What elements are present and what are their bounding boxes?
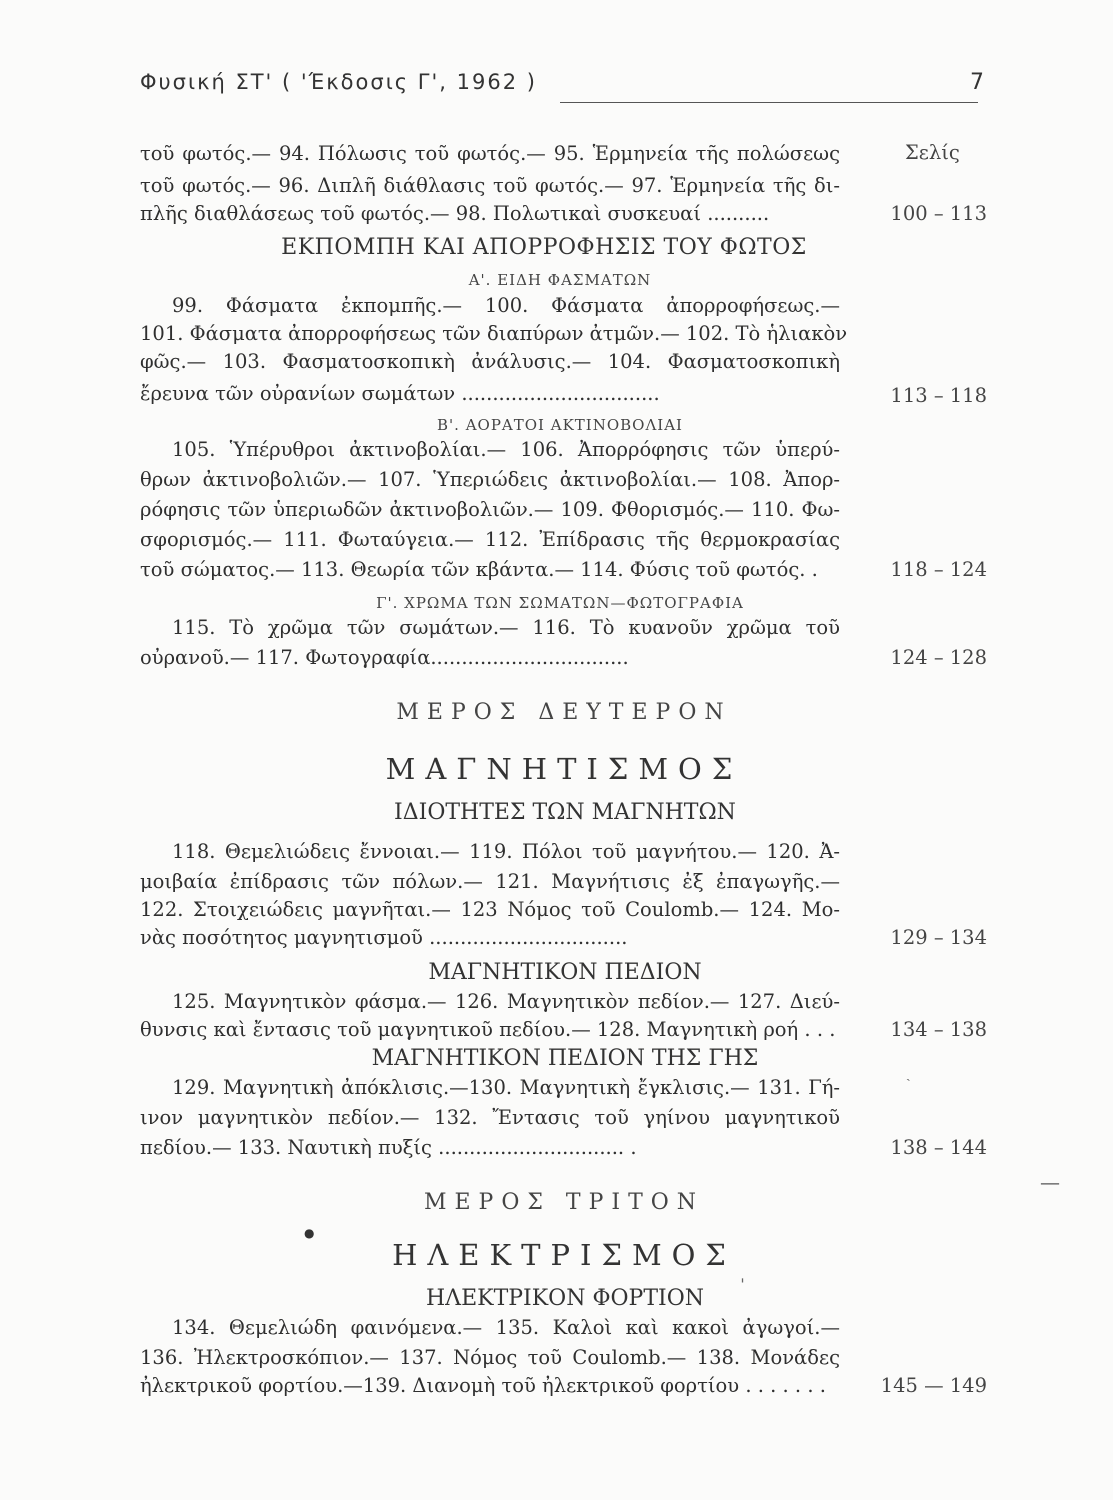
section-heading: ΜΑΓΝΗΤΙΚΟΝ ΠΕΔΙΟΝ ΤΗΣ ΓΗΣ [371,1046,759,1071]
toc-line: οὐρανοῦ.— 117. Φωτογραφία................................ [140,646,629,669]
toc-line: 115. Τὸ χρῶμα τῶν σωμάτων.— 116. Τὸ κυανοῦν χρῶμα τοῦ [172,616,840,639]
toc-line: σφορισμός.— 111. Φωταύγεια.— 112. Ἐπίδρασις τῆς θερμοκρασίας [140,528,840,551]
toc-line: 136. Ἠλεκτροσκόπιον.— 137. Νόμος τοῦ Coulomb.— 138. Μονάδες [140,1346,840,1369]
toc-line: 105. Ὑπέρυθροι ἀκτινοβολίαι.— 106. Ἀπορρόφησις τῶν ὑπερύ- [172,438,840,461]
toc-line: νὰς ποσότητος μαγνητισμοῦ ................................ [140,926,628,949]
section-heading: ΗΛΕΚΤΡΙΚΟΝ ΦΟΡΤΙΟΝ [426,1286,704,1311]
toc-line: ἠλεκτρικοῦ φορτίου.—139. Διανομὴ τοῦ ἠλεκτρικοῦ φορτίου . . . . . . . [140,1374,826,1397]
toc-line: ρόφησις τῶν ὑπεριωδῶν ἀκτινοβολιῶν.— 109. Φθορισμός.— 110. Φω- [140,498,840,521]
toc-line: μοιβαία ἐπίδρασις τῶν πόλων.— 121. Μαγνήτισις ἐξ ἐπαγωγῆς.— [140,870,840,893]
stray-mark: — [1040,1170,1060,1194]
subsection-heading: Γ'. ΧΡΩΜΑ ΤΩΝ ΣΩΜΑΤΩΝ—ΦΩΤΟΓΡΑΦΙΑ [376,594,744,612]
toc-line: τοῦ φωτός.— 96. Διπλῆ διάθλασις τοῦ φωτός.— 97. Ἑρμηνεία τῆς δι- [140,174,840,197]
toc-line: 118. Θεμελιώδεις ἔννοιαι.— 119. Πόλοι τοῦ μαγνήτου.— 120. Ἀ- [172,840,840,863]
toc-line: 122. Στοιχειώδεις μαγνῆται.— 123 Νόμος τοῦ Coulomb.— 124. Μο- [140,898,840,921]
running-header-title: Φυσική ΣΤ' ( 'Έκδοσις Γ', 1962 ) [140,70,537,94]
page-range: 129 – 134 [890,926,987,949]
part-title: ΗΛΕΚΤΡΙΣΜΟΣ [392,1238,736,1272]
toc-line: φῶς.— 103. Φασματοσκοπικὴ ἀνάλυσις.— 104. Φασματοσκοπικὴ [140,350,840,373]
page-range: 134 – 138 [890,1018,987,1041]
page-range: 100 – 113 [890,202,987,225]
stray-mark: ˎ [906,1066,911,1082]
page-range: 138 – 144 [890,1136,987,1159]
toc-line: πεδίου.— 133. Ναυτικὴ πυξίς .............................. . [140,1136,637,1159]
toc-line: 134. Θεμελιώδη φαινόμενα.— 135. Καλοὶ καὶ κακοὶ ἀγωγοί.— [172,1316,840,1339]
section-heading: ΕΚΠΟΜΠΗ ΚΑΙ ΑΠΟΡΡΟΦΗΣΙΣ ΤΟΥ ΦΩΤΟΣ [281,235,807,260]
page-number: 7 [970,70,984,95]
pages-column-heading: Σελίς [905,141,960,164]
toc-line: ινον μαγνητικὸν πεδίον.— 132. Ἔντασις τοῦ γηίνου μαγνητικοῦ [140,1106,840,1129]
stray-mark: ˈ [740,1276,745,1297]
page-range: 124 – 128 [890,646,987,669]
part-label: ΜΕΡΟΣ ΔΕΥΤΕΡΟΝ [396,700,732,725]
header-rule [560,102,978,103]
toc-line: τοῦ φωτός.— 94. Πόλωσις τοῦ φωτός.— 95. Ἑρμηνεία τῆς πολώσεως [140,142,840,165]
part-title: ΜΑΓΝΗΤΙΣΜΟΣ [385,752,743,786]
page-range: 113 – 118 [890,384,987,407]
subsection-heading: Β'. ΑΟΡΑΤΟΙ ΑΚΤΙΝΟΒΟΛΙΑΙ [437,416,683,434]
toc-line: 99. Φάσματα ἐκπομπῆς.— 100. Φάσματα ἀπορροφήσεως.— [172,294,840,317]
toc-line: 101. Φάσματα ἀπορροφήσεως τῶν διαπύρων ἀτμῶν.— 102. Τὸ ἡλιακὸν [140,322,848,345]
section-heading: ΙΔΙΟΤΗΤΕΣ ΤΩΝ ΜΑΓΝΗΤΩΝ [394,800,736,825]
bullet-mark: ● [304,1226,315,1240]
toc-line: τοῦ σώματος.— 113. Θεωρία τῶν κβάντα.— 114. Φύσις τοῦ φωτός. . [140,558,818,581]
section-heading: ΜΑΓΝΗΤΙΚΟΝ ΠΕΔΙΟΝ [428,960,702,985]
page-range: 145 — 149 [880,1374,987,1397]
toc-line: 129. Μαγνητικὴ ἀπόκλισις.—130. Μαγνητικὴ ἔγκλισις.— 131. Γή- [172,1076,840,1099]
toc-line: θρων ἀκτινοβολιῶν.— 107. Ὑπεριώδεις ἀκτινοβολίαι.— 108. Ἀπορ- [140,468,840,491]
toc-line: ἔρευνα τῶν οὐρανίων σωμάτων ................................ [140,382,660,405]
part-label: ΜΕΡΟΣ ΤΡΙΤΟΝ [423,1190,705,1215]
toc-line: θυνσις καὶ ἔντασις τοῦ μαγνητικοῦ πεδίου.— 128. Μαγνητικὴ ροή . . . [140,1018,836,1041]
toc-line: πλῆς διαθλάσεως τοῦ φωτός.— 98. Πολωτικαὶ συσκευαί .......... [140,202,770,225]
toc-line: 125. Μαγνητικὸν φάσμα.— 126. Μαγνητικὸν πεδίον.— 127. Διεύ- [172,990,840,1013]
page-range: 118 – 124 [890,558,987,581]
subsection-heading: Α'. ΕΙΔΗ ΦΑΣΜΑΤΩΝ [468,271,652,289]
